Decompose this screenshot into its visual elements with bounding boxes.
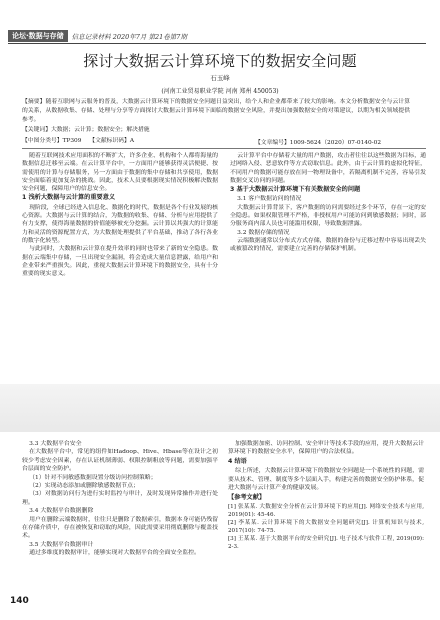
page-number: 140 xyxy=(10,596,29,606)
paragraph: 随着互联网技术应用面积的不断扩大，许多企业、机构和个人都将海量的数据信息迁移至云端。在云计算平台中，一方面用户能够获得灵活便捷、按需使用的计算与存储服务，另一方面由于数据的集中存储和共享使用，数据安全面临着更加复杂的挑战。因此，技术人员要根据现实情况积极解决数据安全问题，保障用户的信息安全。 xyxy=(22,153,218,193)
paragraph: （1）针对不同敏感数据设置分级访问控制策略； xyxy=(29,474,157,481)
reference-item: [2] 李某某. 云计算环境下的大数据安全问题研究[J]. 计算机知识与技术, 2017(10): 74-75. xyxy=(228,519,424,534)
paragraph: 加强数据加密、访问控制、安全审计等技术手段的应用，提升大数据云计算环境下的数据安全水平，保障用户的合法权益。 xyxy=(228,441,424,456)
paragraph: 通过多维度的数据审计，能够实现对大数据平台的全面安全监控。 xyxy=(29,550,200,557)
abstract: 【摘要】随着互联网与云服务的普及，大数据云计算环境下的数据安全问题日益突出，给个人和企业都带来了较大的影响。本文分析数据安全与云计算的关系，从数据收集、存储、处理与分享等方面探讨大数据云计算环境下面临的数据安全风险，并提出加强数据安全的对策建议，以期为相关领域提供参考。 xyxy=(22,99,410,123)
paragraph: 3.1 客户数据访问的情况 xyxy=(237,196,302,203)
paragraph: 现阶段，全球已经进入信息化、数据化的时代，数据是各个行业发展的核心资源。大数据与云计算的结合，为数据的收集、存储、分析与应用提供了有力支撑，使得海量数据的价值能够被充分挖掘。云计算以其强大的计算能力和灵活的资源配置方式，为大数据处理提供了平台基础，推动了各行各业的数字化转型。 xyxy=(22,204,218,244)
article-number: 【文章编号】1009-5624（2020）07-0140-02 xyxy=(255,140,382,146)
affiliation: (河南工业贸易职业学院 河南 郑州 450053) xyxy=(161,88,279,95)
clc-number: 【中图分类号】TP309 xyxy=(22,138,82,144)
keywords: 【关键词】大数据；云计算；数据安全；解决措施 xyxy=(22,127,150,133)
paragraph: 综上所述，大数据云计算环境下的数据安全问题是一个系统性的问题，需要从技术、管理、制度等多个层面入手，构建完善的数据安全防护体系，促进大数据与云计算产业的健康发展。 xyxy=(228,468,424,492)
paragraph: （3）对数据访问行为进行实时监控与审计，及时发现异常操作并进行处理。 xyxy=(22,491,218,506)
journal-info: 信息记录材料 2020年7月 第21卷第7期 xyxy=(71,32,187,41)
paragraph: 大数据云计算背景下，客户数据的访问需要经过多个环节，存在一定的安全隐患。如果权限管理不严格，非授权用户可能访问到敏感数据；同时，部分服务商内部人员也可能滥用权限，导致数据泄露。 xyxy=(230,204,426,228)
section-heading: 1 浅析大数据与云计算的重要意义 xyxy=(22,194,116,202)
paragraph: 云端数据通常以分布式方式存储，数据的备份与迁移过程中容易出现丢失或被篡改的情况，需要建立完善的存储保护机制。 xyxy=(230,237,426,253)
paragraph: 3.5 大数据平台数据审计 xyxy=(29,541,94,548)
right-column-lower xyxy=(228,440,424,551)
paragraph: 3.3 大数据平台安全 xyxy=(29,441,82,447)
paper-title: 探讨大数据云计算环境下的数据安全问题 xyxy=(83,52,357,70)
paragraph: 3.2 数据存储的情况 xyxy=(237,229,290,236)
paragraph: 云计算平台中存储着大量的用户数据，攻击者往往以这些数据为目标，通过网络入侵、恶意软件等方式窃取信息。此外，由于云计算的虚拟化特征，不同用户的数据可能存放在同一物理设备中，若隔离机制不完善，容易引发数据交叉访问的问题。 xyxy=(230,153,426,184)
paragraph: 3.4 大数据平台数据删除 xyxy=(29,508,94,515)
paragraph: 与此同时，大数据和云计算在提升效率的同时也带来了新的安全隐患。数据在云端集中存储，一旦出现安全漏洞，将会造成大量信息泄露，给用户和企业带来严重损失。因此，重视大数据云计算环境下的数据安全，具有十分重要的现实意义。 xyxy=(22,246,218,278)
references-title: 【参考文献】 xyxy=(228,494,266,502)
left-column-lower xyxy=(22,440,218,558)
reference-item: [3] 王某某. 基于大数据平台的安全研究[J]. 电子技术与软件工程, 2019(09): 2-3. xyxy=(228,535,424,550)
paragraph: 在大数据平台中，常见的组件如Hadoop、Hive、Hbase等在设计之初较少考虑安全因素，存在认证机制薄弱、权限控制粗放等问题，需要加强平台层面的安全防护。 xyxy=(22,449,218,473)
paragraph: 用户在删除云端数据时，往往只是删除了数据索引，数据本身可能仍残留在存储介质中，存在被恢复和窃取的风险，因此需要采用彻底删除与覆盖技术。 xyxy=(22,516,218,540)
reference-item: [1] 张某某. 大数据安全分析在云计算环境下的应用[J]. 网络安全技术与应用, 2019(01): 45-46. xyxy=(228,503,424,518)
section-tag: 论坛·数据与存储 xyxy=(8,30,68,42)
abstract-rule xyxy=(22,148,426,149)
left-column xyxy=(22,152,218,278)
doc-code: 【文献标识码】A xyxy=(89,138,135,144)
right-column xyxy=(230,152,426,254)
header-rule xyxy=(8,43,426,44)
paragraph: （2）实现动态添加或删除敏感数据节点； xyxy=(29,483,139,490)
journal-header xyxy=(8,30,187,42)
section-heading: 4 结语 xyxy=(228,457,247,465)
author: 石玉峰 xyxy=(210,74,230,82)
page-gap xyxy=(0,384,440,432)
section-heading: 3 基于大数据云计算环境下有关数据安全的问题 xyxy=(230,186,361,194)
